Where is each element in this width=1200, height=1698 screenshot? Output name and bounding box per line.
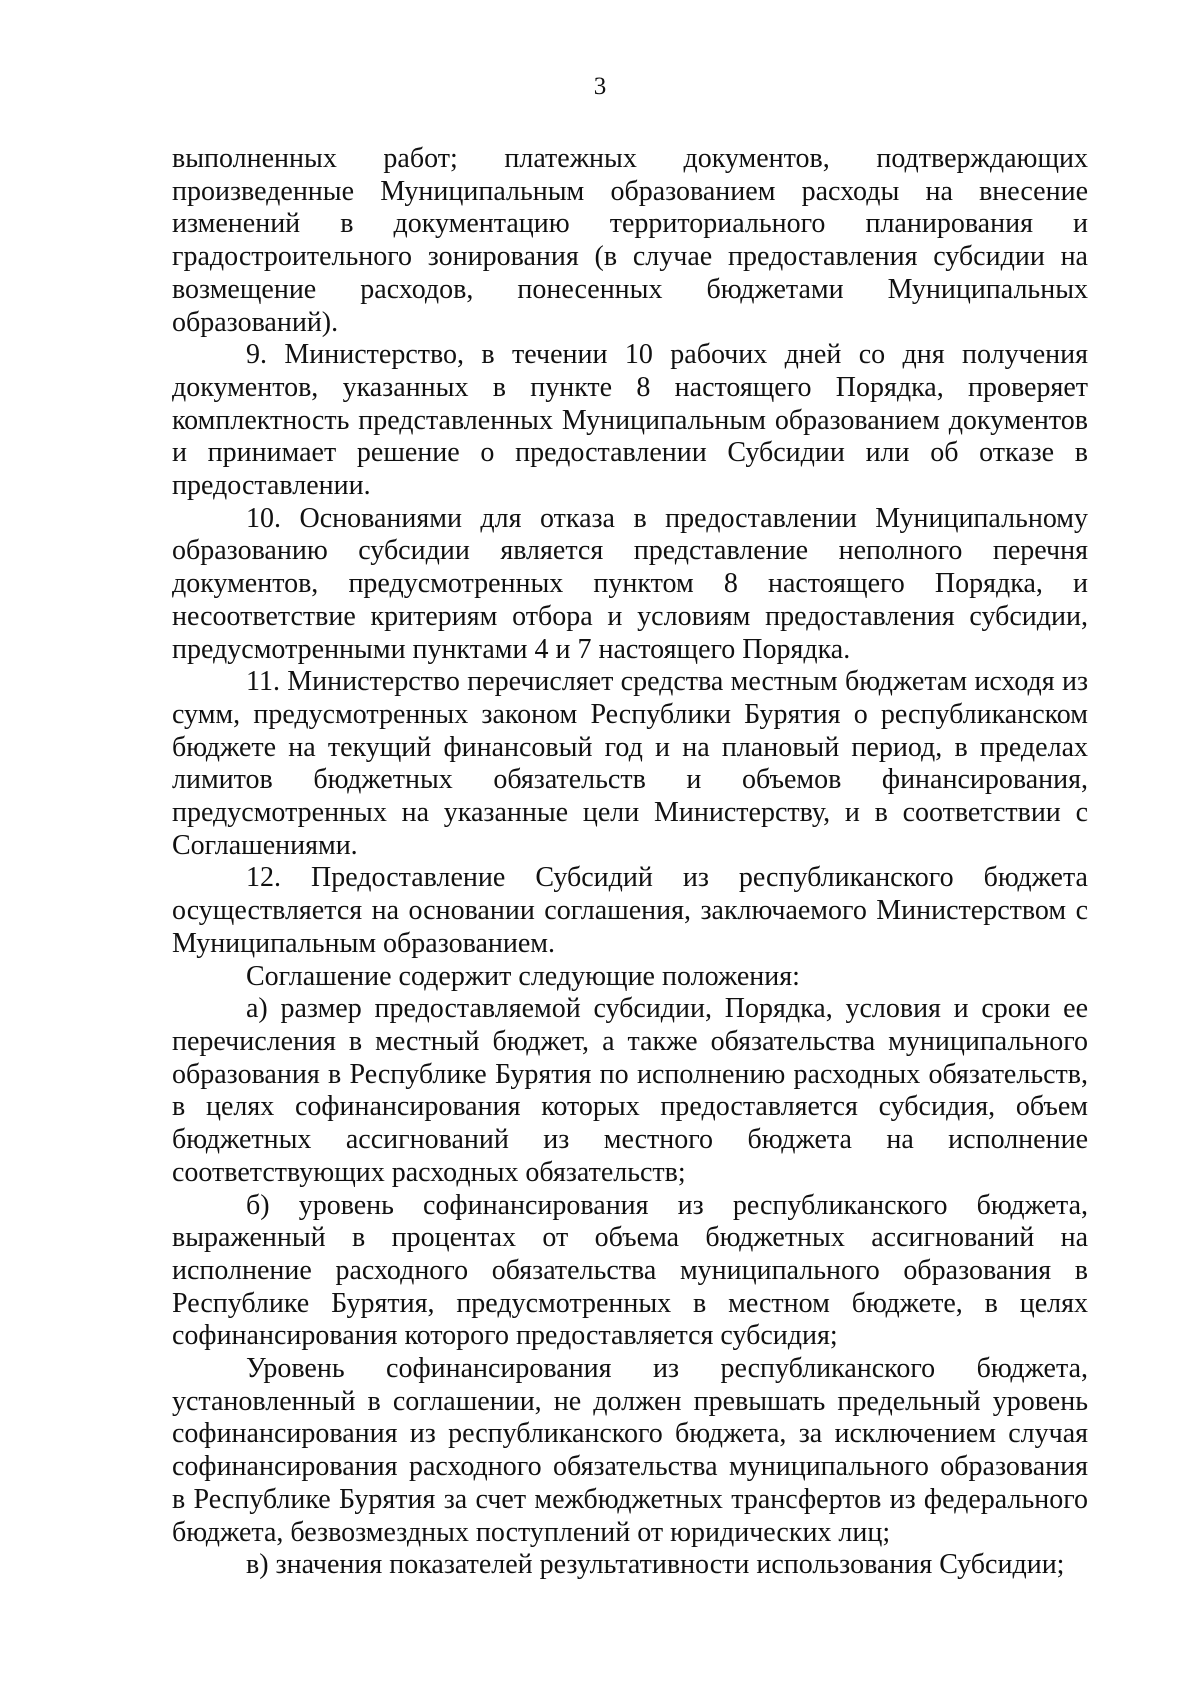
paragraph-item-12: 12. Предоставление Субсидий из республиканского бюджета осуществляется на основании соглашения, заключаемого Министерством с Муниципальным образованием. — [172, 862, 1088, 959]
paragraph-subitem-a: а) размер предоставляемой субсидии, Порядка, условия и сроки ее перечисления в местный бюджет, а также обязательства муниципального образования в Республике Бурятия по исполнению расходных обязательств, в целях софинансирования которых предоставляется субсидия, объем бюджетных ассигнований из местного бюджета на исполнение соответствующих расходных обязательств; — [172, 993, 1088, 1188]
paragraph-agreement-intro: Соглашение содержит следующие положения: — [246, 960, 800, 992]
paragraph-item-10: 10. Основаниями для отказа в предоставлении Муниципальному образованию субсидии является представление неполного перечня документов, предусмотренных пунктом 8 настоящего Порядка, и несоответствие критериям отбора и условиям предоставления субсидии, предусмотренными пунктами 4 и 7 настоящего Порядка. — [172, 502, 1088, 665]
paragraph-subitem-b: б) уровень софинансирования из республиканского бюджета, выраженный в процентах от объема бюджетных ассигнований на исполнение расходного обязательства муниципального образования в Республике Бурятия, предусмотренных в местном бюджете, в целях софинансирования которого предоставляется субсидия; — [172, 1189, 1088, 1352]
paragraph-continuation: выполненных работ; платежных документов, подтверждающих произведенные Муниципальным образованием расходы на внесение изменений в документацию территориального планирования и градостроительного зонирования (в случае предоставления субсидии на возмещение расходов, понесенных бюджетами Муниципальных образований). — [172, 143, 1088, 338]
document-body — [172, 143, 1088, 1582]
page-number: 3 — [593, 73, 607, 100]
paragraph-subitem-v: в) значения показателей результативности использования Субсидии; — [246, 1549, 1065, 1581]
paragraph-cofinancing-level: Уровень софинансирования из республиканского бюджета, установленный в соглашении, не должен превышать предельный уровень софинансирования из республиканского бюджета, за исключением случая софинансирования расходного обязательства муниципального образования в Республике Бурятия за счет межбюджетных трансфертов из федерального бюджета, безвозмездных поступлений от юридических лиц; — [172, 1353, 1088, 1548]
paragraph-item-9: 9. Министерство, в течении 10 рабочих дней со дня получения документов, указанных в пункте 8 настоящего Порядка, проверяет комплектность представленных Муниципальным образованием документов и принимает решение о предоставлении Субсидии или об отказе в предоставлении. — [172, 339, 1088, 502]
paragraph-item-11: 11. Министерство перечисляет средства местным бюджетам исходя из сумм, предусмотренных законом Республики Бурятия о республиканском бюджете на текущий финансовый год и на плановый период, в пределах лимитов бюджетных обязательств и объемов финансирования, предусмотренных на указанные цели Министерству, и в соответствии с Соглашениями. — [172, 666, 1088, 861]
